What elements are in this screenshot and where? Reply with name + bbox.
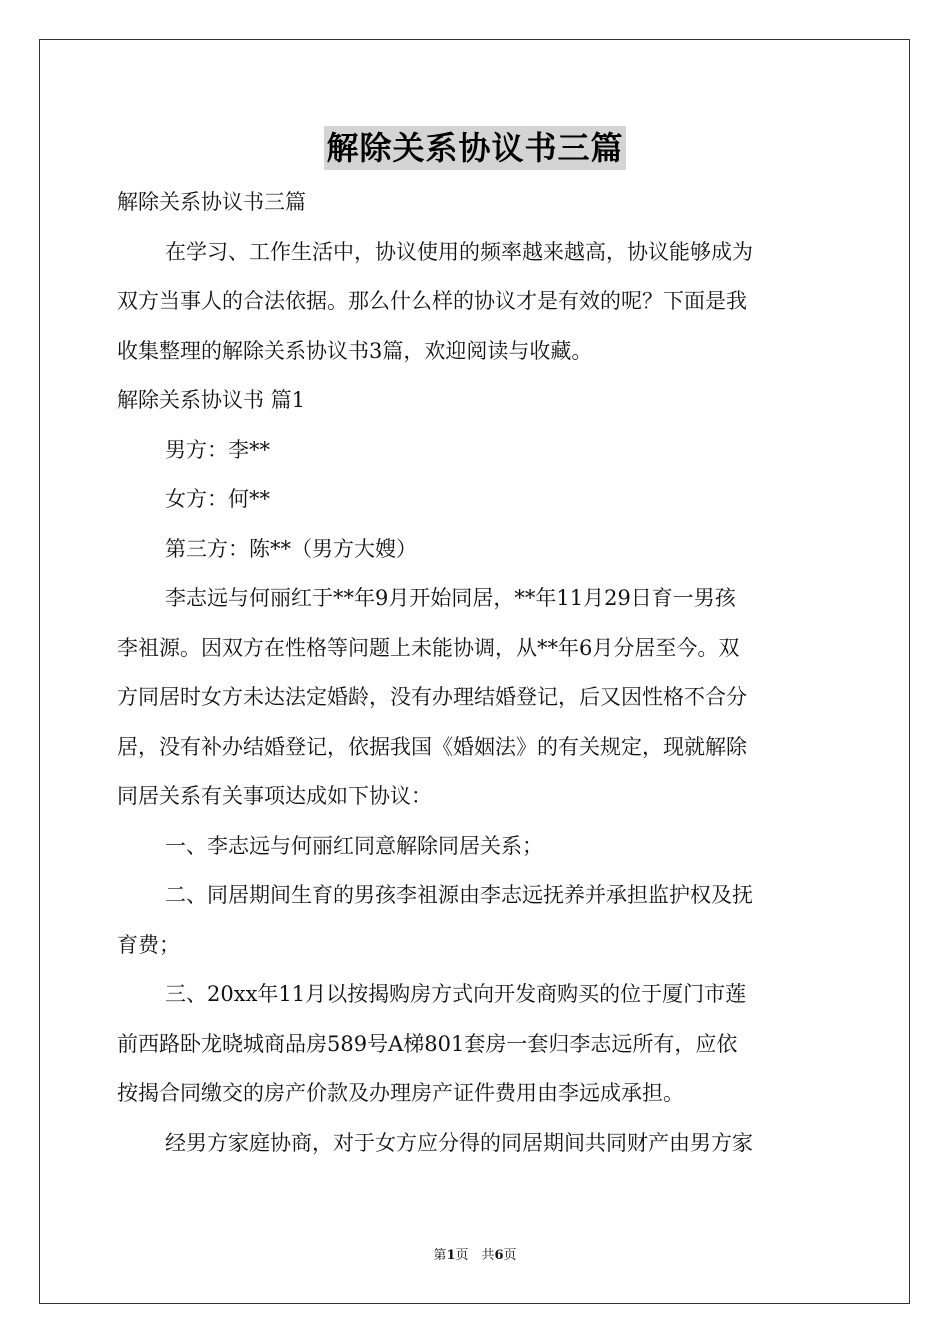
page-footer [0, 1246, 950, 1266]
body-line: 经男方家庭协商，对于女方应分得的同居期间共同财产由男方家 [165, 1130, 753, 1155]
page-suffix: 页 [503, 1248, 517, 1263]
body-line: 按揭合同缴交的房产价款及办理房产证件费用由李远成承担。 [117, 1081, 684, 1105]
document-body [117, 178, 833, 1168]
body-line: 育费； [117, 932, 180, 957]
body-line: 收集整理的解除关系协议书3篇，欢迎阅读与收藏。 [117, 338, 593, 363]
title-block [0, 126, 950, 170]
page-total: 6 [494, 1248, 504, 1263]
body-line: 李祖源。因双方在性格等问题上未能协调，从**年6月分居至今。双 [117, 635, 740, 660]
body-line: 在学习、工作生活中，协议使用的频率越来越高，协议能够成为 [165, 239, 753, 264]
body-line: 第三方：陈**（男方大嫂） [165, 536, 417, 561]
body-line: 一、李志远与何丽红同意解除同居关系； [165, 833, 543, 858]
document-title: 解除关系协议书三篇 [324, 126, 625, 170]
page-mid: 页 共 [455, 1248, 495, 1263]
body-line: 方同居时女方未达法定婚龄，没有办理结婚登记，后又因性格不合分 [117, 685, 747, 709]
body-line: 李志远与何丽红于**年9月开始同居，**年11月29日育一男孩 [165, 586, 736, 610]
body-line: 双方当事人的合法依据。那么什么样的协议才是有效的呢？下面是我 [117, 289, 747, 313]
page-current: 1 [446, 1248, 456, 1263]
section-heading: 解除关系协议书 篇1 [117, 388, 306, 412]
body-line: 解除关系协议书三篇 [117, 190, 306, 214]
body-line: 男方：李** [165, 437, 270, 462]
body-line: 二、同居期间生育的男孩李祖源由李志远抚养并承担监护权及抚 [165, 883, 753, 907]
body-line: 女方：何** [165, 487, 270, 511]
body-line: 前西路卧龙晓城商品房589号A梯801套房一套归李志远所有，应依 [117, 1031, 738, 1056]
page-prefix: 第 [433, 1248, 447, 1263]
body-line: 三、20xx年11月以按揭购房方式向开发商购买的位于厦门市莲 [165, 982, 747, 1006]
body-line: 同居关系有关事项达成如下协议： [117, 784, 432, 808]
body-line: 居，没有补办结婚登记，依据我国《婚姻法》的有关规定，现就解除 [117, 734, 747, 759]
